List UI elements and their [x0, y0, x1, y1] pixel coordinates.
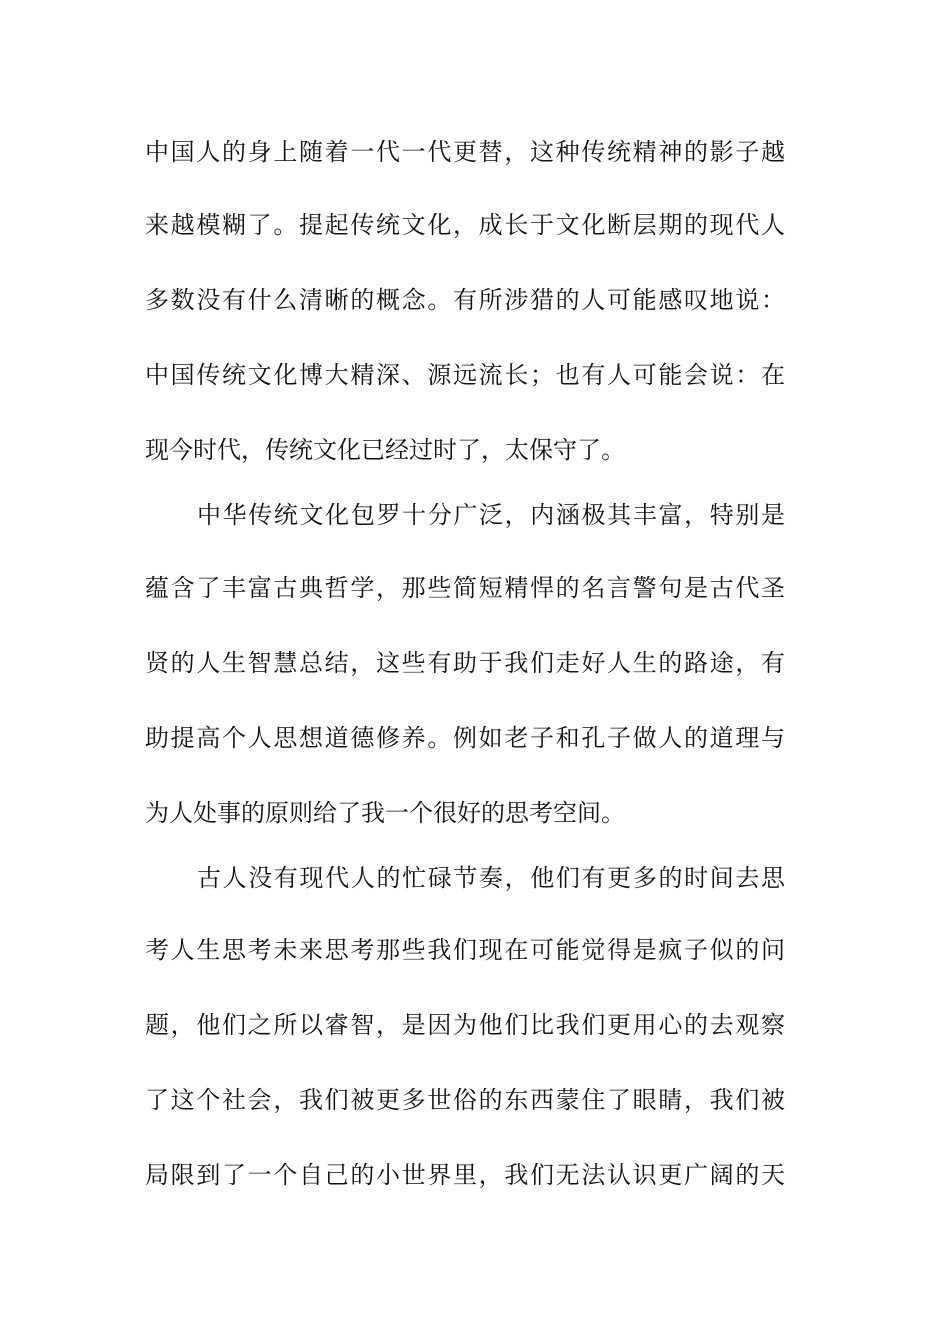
text-line: 为人处事的原则给了我一个很好的思考空间。: [145, 799, 625, 827]
text-line: 中国人的身上随着一代一代更替，这种传统精神的影子越: [145, 138, 785, 166]
text-line: 题，他们之所以睿智，是因为他们比我们更用心的去观察: [145, 1011, 785, 1039]
text-line: 了这个社会，我们被更多世俗的东西蒙住了眼睛，我们被: [145, 1086, 785, 1114]
text-line: 来越模糊了。提起传统文化，成长于文化断层期的现代人: [145, 211, 785, 239]
paragraph-first-line: 古人没有现代人的忙碌节奏，他们有更多的时间去思: [197, 864, 785, 892]
text-line: 现今时代，传统文化已经过时了，太保守了。: [145, 436, 625, 464]
text-line: 蕴含了丰富古典哲学，那些简短精悍的名言警句是古代圣: [145, 574, 785, 602]
text-line: 贤的人生智慧总结，这些有助于我们走好人生的路途，有: [145, 649, 785, 677]
text-line: 中国传统文化博大精深、源远流长；也有人可能会说：在: [145, 361, 785, 389]
text-line: 助提高个人思想道德修养。例如老子和孔子做人的道理与: [145, 724, 785, 752]
text-line: 考人生思考未来思考那些我们现在可能觉得是疯子似的问: [145, 936, 785, 964]
text-line: 多数没有什么清晰的概念。有所涉猎的人可能感叹地说：: [145, 286, 785, 314]
text-line: 局限到了一个自己的小世界里，我们无法认识更广阔的天: [145, 1161, 785, 1189]
paragraph-first-line: 中华传统文化包罗十分广泛，内涵极其丰富，特别是: [197, 501, 785, 529]
